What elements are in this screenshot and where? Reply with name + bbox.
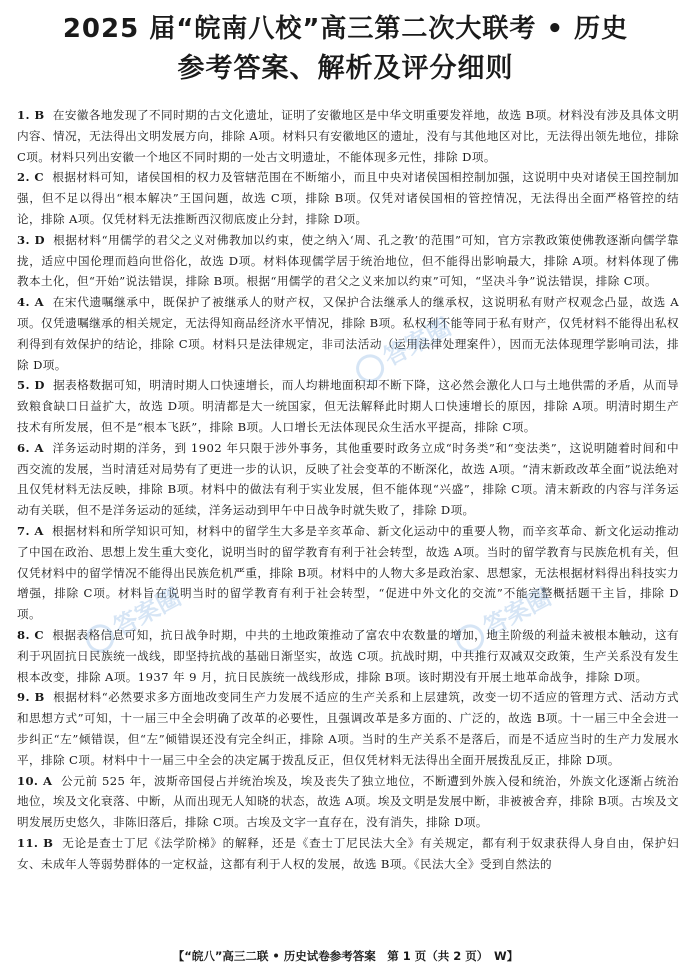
answer-item-1: [17, 105, 679, 167]
answer-number: 1. B: [17, 108, 45, 122]
answer-explanation: 在安徽各地发现了不同时期的古文化遗址，证明了安徽地区是中华文明重要发祥地，故选 B项。材料没有涉及具体文明内容、情况，无法得出文明发展方向，排除 A项。材料只有安徽地区的遗址，没有与其他地区对比，无法得出领先地位，排除 C项。材料只列出安徽一个地区不同时期的一处古文明遗址，不能体现多元性，排除 D项。: [17, 108, 679, 164]
answer-item-8: [17, 625, 679, 687]
answer-explanation: 在宋代遗嘱继承中，既保护了被继承人的财产权，又保护合法继承人的继承权，这说明私有财产权观念凸显，故选 A项。仅凭遗嘱继承的相关规定，无法得知商品经济水平情况，排除 B项。私权利不能等同于私有财产，仅凭材料不能得出私权利得到有效保护的结论，排除 C项。材料只是法律规定，非司法活动（运用法律处理案件），因而无法体现理学影响司法，排除 D项。: [17, 295, 679, 372]
answer-number: 10. A: [17, 773, 53, 788]
watermark-text: 答案圈: [378, 312, 456, 372]
answer-number: 4. A: [17, 295, 45, 310]
answer-number: 2. C: [17, 170, 45, 185]
page-footer: 【“皖八”高三二联 • 历史试卷参考答案 第 1 页（共 2 页） W】: [172, 949, 519, 963]
document-subtitle: 参考答案、解析及评分细则: [177, 53, 514, 84]
answer-item-7: [17, 521, 679, 625]
answer-explanation: 根据材料“用儒学的君父之义对佛教加以约束，使之纳入‘周、孔之教’的范围”可知，官方宗教政策使佛教逐渐向儒学靠拢，适应中国伦理而趋向世俗化，故选 D项。材料体现儒学居于统治地位，但不能得出影响最大，排除 A项。材料体现了佛教本土化，但“开始”说法错误，排除 B项。根据“用儒学的君父之义来加以约束”可知，“坚决斗争”说法错误，排除 C项。: [17, 232, 680, 289]
answer-number: 6. A: [17, 440, 44, 455]
answer-number: 7. A: [17, 523, 44, 538]
answer-item-9: [17, 687, 679, 770]
answer-explanation: 根据材料可知，诸侯国相的权力及管辖范围在不断缩小，而且中央对诸侯国相控制加强，这说明中央对诸侯王国控制加强，但不足以得出“根本解决”王国问题，故选 C项，排除 B项。仅凭对诸侯国相的管控情况，无法得出全面严格管控的结论，排除 A项。仅凭材料无法推断西汉彻底废止分封，排除 D项。: [17, 170, 680, 226]
answer-number: 5. D: [17, 378, 45, 393]
answer-number: 9. B: [17, 690, 45, 705]
answer-number: 8. C: [17, 627, 45, 642]
answer-number: 11. B: [17, 835, 54, 850]
answer-item-6: [17, 438, 679, 521]
exam-title: 2025 届“皖南八校”高三第二次大联考 • 历史: [62, 14, 629, 44]
document-header: [0, 10, 691, 88]
answer-explanation: 据表格数据可知，明清时期人口快速增长，而人均耕地面积却不断下降，这必然会激化人口与土地供需的矛盾，从而导致粮食缺口日益扩大，故选 D项。明清都是大一统国家，但无法解释此时期人口快速增长的原因，排除 A项。明清时期生产技术有所发展，但不是“根本飞跃”，排除 B项。人口增长无法体现民众生活水平提高，排除 C项。: [17, 378, 680, 434]
answer-number: 3. D: [17, 232, 45, 247]
watermark-text: 答案圈: [108, 582, 186, 642]
answer-item-3: [17, 230, 679, 292]
answer-item-4: [17, 292, 679, 375]
answer-explanation: 根据材料“必然要求多方面地改变同生产力发展不适应的生产关系和上层建筑，改变一切不适应的管理方式、活动方式和思想方式”可知，十一届三中全会明确了改革的必要性，且强调改革是多方面的、广泛的，故选 B项。十一届三中全会进一步纠正“左”倾错误，但“左”倾错误还没有完全纠正，排除 A项。当时的生产关系不是落后，而是不适应当时的生产力发展水平，排除 C项。材料中十一届三中全会的决定属于拨乱反正，但仅凭材料无法得出全面开展拨乱反正，排除 D项。: [17, 690, 680, 767]
answer-explanation: 根据材料和所学知识可知，材料中的留学生大多是辛亥革命、新文化运动中的重要人物，而辛亥革命、新文化运动推动了中国在政治、思想上发生重大变化，说明当时的留学教育有利于社会转型，故选 A项。当时的留学教育与民族危机有关，但仅凭材料中的留学情况不能得出民族危机严重，排除 B项。材料中的人物大多是政治家、思想家，无法根据材料得出科技实力增强，排除 C项。材料旨在说明当时的留学教育有利于社会转型，“促进中外文化的交流”不能完整概括题干主旨，排除 D项。: [17, 523, 679, 622]
answer-explanation: 根据表格信息可知，抗日战争时期，中共的土地政策推动了富农中农数量的增加，地主阶级的利益未被根本触动，这有利于巩固抗日民族统一战线，即坚持抗战的基础日渐坚实，故选 C项。抗战时期，中共推行双减双交政策，生产关系没有发生根本改变，排除 A项。1937 年 9 月，抗日民族统一战线形成，排除 B项。该时期没有开展土地革命战争，排除 D项。: [17, 627, 680, 684]
answer-explanation: 洋务运动时期的洋务，到 1902 年只限于涉外事务，其他重要时政务立成“时务类”和“变法类”，这说明随着时间和中西交流的发展，当时清廷对局势有了更进一步的认识，反映了社会变革的不断深化，故选 A项。“清末新政改革全面”说法绝对且仅凭材料无法反映，排除 B项。材料中的做法有利于实业发展，但不能体现“兴盛”，排除 C项。清末新政的内容与洋务运动有关联，但不是洋务运动的延续，洋务运动到甲午中日战争时就失败了，排除 D项。: [17, 440, 679, 518]
answer-item-11: [17, 833, 679, 875]
answer-explanation: 公元前 525 年，波斯帝国侵占并统治埃及，埃及丧失了独立地位，不断遭到外族入侵和统治，外族文化逐渐占统治地位，埃及文化衰落、中断，从而出现无人知晓的状态，故选 A项。埃及文明是发展中断，非被被舍弃，排除 B项。古埃及文明发展历史悠久，非陈旧落后，排除 C项。古埃及文字一直存在，没有消失，排除 D项。: [17, 773, 680, 830]
answer-explanation: 无论是查士丁尼《法学阶梯》的解释，还是《查士丁尼民法大全》有关规定，都有利于奴隶获得人身自由，保护妇女、未成年人等弱势群体的一定权益，这都有利于人权的发展，故选 B项。《民法大全》受到自然法的: [17, 835, 679, 871]
answer-item-10: [17, 771, 679, 833]
answer-item-2: [17, 167, 679, 229]
watermark-text: 答案圈: [478, 582, 556, 642]
answer-list: [17, 105, 679, 874]
answer-item-5: [17, 375, 679, 437]
